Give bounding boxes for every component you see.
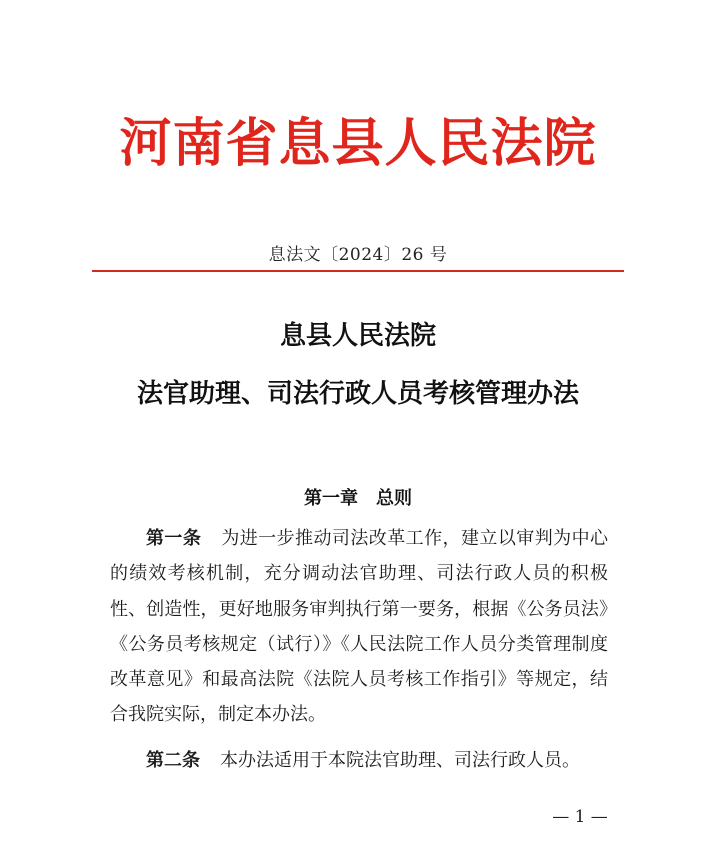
organization-header: 河南省息县人民法院 [119,113,597,174]
chapter-heading: 第一章 总则 [304,488,412,509]
article-text: 为进一步推动司法改革工作，建立以审判为中心的绩效考核机制，充分调动法官助理、司法行政人员的积极性、创造性，更好地服务审判执行第一要务，根据《公务员法》《公务员考核规定（试行）》《人民法院工作人员分类管理制度改革意见》和最高法院《法院人员考核工作指引》等规定，结合我院实际，制定本办法。 [110,528,609,726]
page-number: — 1 — [552,807,608,827]
document-title-line-1: 息县人民法院 [279,321,436,351]
document-title-line-2: 法官助理、司法行政人员考核管理办法 [136,379,579,409]
article-paragraph [110,746,608,776]
article-paragraph [110,521,608,733]
document-number: 息法文〔2024〕26 号 [268,245,448,265]
article-label: 第一条 [146,528,202,549]
red-divider-line [92,270,624,272]
article-text: 本办法适用于本院法官助理、司法行政人员。 [220,750,580,771]
article-label: 第二条 [146,750,200,771]
